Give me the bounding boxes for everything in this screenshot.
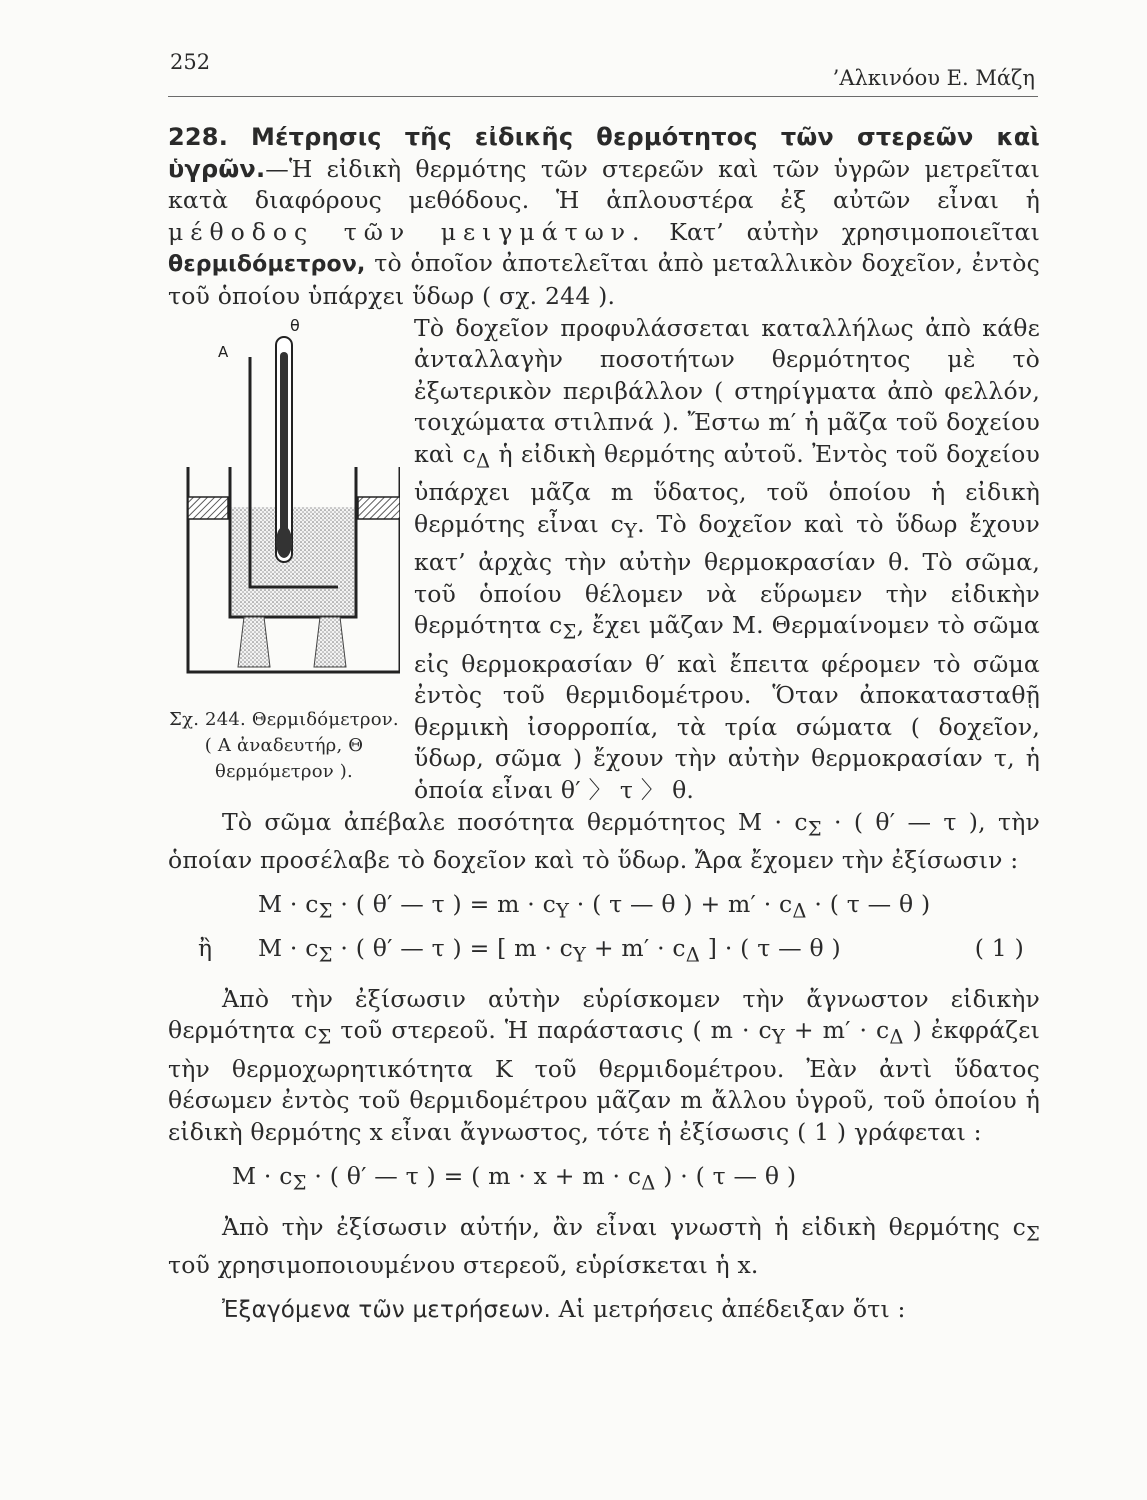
sentence-2-start: Κατ’ αὐτὴν χρησιμοποιεῖται (669, 217, 1040, 246)
thermometer-bulb (276, 526, 292, 558)
main-text (168, 122, 1040, 1327)
equation-2 (168, 930, 1040, 974)
section-intro-paragraph (168, 122, 1040, 313)
calorimeter-term: θερμιδόμετρον, (168, 252, 366, 278)
results-text: Αἱ μετρήσεις ἀπέδειξαν ὅτι : (558, 1295, 906, 1323)
equation-1-text: $M \cdot c_\Sigma$ · ( θ′ — τ ) = $m \cdot c_Y$ · ( τ — θ ) + $m' \cdot c_\Delta$ · ( τ — θ ) (258, 890, 931, 924)
figure-caption: Σχ. 244. Θερμιδόμετρον. ( A ἀναδευτήρ, Θ θερμόμετρον ). (169, 708, 399, 782)
figure-244 (168, 317, 400, 785)
equation-3 (168, 1158, 1040, 1202)
results-paragraph (168, 1294, 1040, 1327)
section-title: 228. Μέτρησις τῆς εἰδικῆς θερμότητος τῶν στερεῶν καὶ (168, 123, 1040, 151)
heat-balance-paragraph (168, 807, 1040, 877)
description-text: Τὸ δοχεῖον προφυλάσσεται καταλλήλως ἀπὸ κάθε ἀνταλλαγὴν ποσοτήτων θερμότητος μὲ τὸ ἐξωτερικὸν περιβάλλον ( στηρίγματα ἀπὸ φελλόν, τοιχώματα στιλπνά ). Ἔστω m′ ἡ μᾶζα τοῦ δοχείου καὶ $c_\Delta$ ἡ εἰδικὴ θερμότης αὐτοῦ. Ἐντὸς τοῦ δοχείου ὑπάρχει μᾶζα m ὕδατος, τοῦ ὁποίου ἡ εἰδικὴ θερμότης εἶναι $c_Y$. Τὸ δοχεῖον καὶ τὸ ὕδωρ ἔχουν κατ’ ἀρχὰς τὴν αὐτὴν θερμοκρασίαν θ. Τὸ σῶμα, τοῦ ὁποίου θέλομεν νὰ εὕρωμεν τὴν εἰδικὴν θερμότητα $c_\Sigma$, ἔχει μᾶζαν M. Θερμαίνομεν τὸ σῶμα εἰς θερμοκρασίαν θ′ καὶ ἔπειτα φέρομεν τὸ σῶμα ἐντὸς τοῦ θερμιδομέτρου. Ὅταν ἀποκατασταθῇ θερμικὴ ἰσορροπία, τὰ τρία σώματα ( δοχεῖον, ὕδωρ, σῶμα ) ἔχουν τὴν αὐτὴν θερμοκρασίαν τ, ἡ ὁποία εἶναι θ′ 〉 τ 〉 θ. (414, 313, 1041, 804)
cork-lid-left (188, 497, 228, 519)
header-rule (168, 96, 1038, 97)
equations (168, 886, 1040, 973)
intro-text: —Ἡ εἰδικὴ θερμότης τῶν στερεῶν καὶ τῶν ὑγρῶν μετρεῖται κατὰ διαφόρους μεθόδους. Ἡ ἁπλουστέρα ἐξ αὐτῶν εἶναι ἡ (168, 154, 1040, 215)
label-theta: θ (290, 316, 300, 335)
results-heading: Ἐξαγόμενα τῶν μετρήσεων. (222, 1297, 551, 1323)
calorimeter-diagram (168, 317, 400, 697)
page-number: 252 (170, 50, 211, 74)
equation-2-text: $M \cdot c_\Sigma$ · ( θ′ — τ ) = [ $m \cdot c_Y + m' \cdot c_\Delta$ ] · ( τ — θ ) (258, 934, 841, 967)
section-title-cont: ὑγρῶν. (168, 154, 266, 183)
unknown-paragraph (168, 984, 1040, 1149)
equation-or: ἢ (198, 934, 213, 963)
unknown-text: Ἀπὸ τὴν ἐξίσωσιν αὐτὴν εὑρίσκομεν τὴν ἄγνωστον εἰδικὴν θερμότητα $c_\Sigma$ τοῦ στερεοῦ. Ἡ παράστασις ( $m \cdot c_Y + m' \cdot c_\Delta$ ) ἐκφράζει τὴν θερμοχωρητικότητα K τοῦ θερμιδομέτρου. Ἐὰν ἀντὶ ὕδατος θέσωμεν ἐντὸς τοῦ θερμιδομέτρου μᾶζαν m ἄλλου ὑγροῦ, τοῦ ὁποίου ἡ εἰδικὴ θερμότης x εἶναι ἄγνωστος, τότε ἡ ἐξίσωσις ( 1 ) γράφεται : (168, 984, 1040, 1146)
heat-balance-text: Τὸ σῶμα ἀπέβαλε ποσότητα θερμότητος $M \cdot c_\Sigma$ · ( θ′ — τ ), τὴν ὁποίαν προσέλαβε τὸ δοχεῖον καὶ τὸ ὕδωρ. Ἄρα ἔχομεν τὴν ἐξίσωσιν : (168, 807, 1040, 874)
cork-lid-right (358, 497, 400, 519)
equation-3-text: $M \cdot c_\Sigma$ · ( θ′ — τ ) = ( $m \cdot x + m \cdot c_\Delta$ ) · ( τ — θ ) (232, 1162, 797, 1196)
cork-support-right (314, 617, 346, 667)
cork-support-left (238, 617, 270, 667)
method-name: μέθοδος τῶν μειγμάτων. (168, 217, 647, 246)
label-a: A (218, 342, 229, 361)
running-header-author: ’Αλκινόου Ε. Μάζη (832, 66, 1035, 90)
equation-number: ( 1 ) (974, 934, 1024, 963)
sentence-2-end: τὸ ὁποῖον ἀποτελεῖται ἀπὸ μεταλλικὸν δοχεῖον, ἐντὸς τοῦ ὁποίου ὑπάρχει ὕδωρ ( σχ. 244 ). (168, 249, 1040, 310)
conclusion-paragraph (168, 1212, 1040, 1282)
conclusion-text: Ἀπὸ τὴν ἐξίσωσιν αὐτήν, ἂν εἶναι γνωστὴ ἡ εἰδικὴ θερμότης $c_\Sigma$ τοῦ χρησιμοποιουμένου στερεοῦ, εὑρίσκεται ἡ x. (168, 1213, 1040, 1280)
equation-1 (168, 886, 1040, 930)
